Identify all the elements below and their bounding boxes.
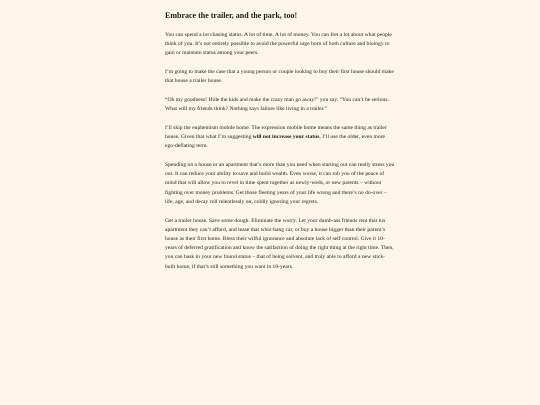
article (165, 10, 395, 281)
article-title: Embrace the trailer, and the park, too! (165, 11, 298, 20)
paragraph-terminology (165, 124, 395, 152)
paragraph-advice: Get a trailer house. Save some dough. Eliminate the worry. Let your dumb-ass friends rent that lux apartment they can’t afford, and lease that whiz-bang car, or buy a house bigger than their parent’s house as their first home. Bless their wilful ignorance and absolute lack of self control. Give it 10-years of deferred gratification and know the satifaction of doing the right thing at the right time. Then, you can bask in your new found status – that of being solvent, and truly able to afford a new stick-built home, if that’s still something you want in 10-years. (165, 217, 394, 270)
paragraph-stress: Spending on a house or an apartment that’s more than you need when starting out can really stress you out. It can reduce your ability to save and build wealth. Even worse, it can rob you of the peace of mind that will allow you to revel in time spent together as newly-weds, or new parents – without fighting over money problems. Get those fleeting years of your life wrong and there’s no do-over – life, age, and decay roll relentlessly on, coldly ignoring your regrets. (165, 162, 395, 205)
paragraph-status: You can spend a lot chasing status. A lot of time. A lot of money. You can fret a lot about what people think of you. It’s not entirely possible to avoid the powerful urge born of both culture and biology to gain or maintain status among your peers. (165, 32, 392, 57)
paragraph-terminology-before: I’ll skip the euphemism mobile home. The expression mobile home means the same thing as trailer house. Given that what I’m suggesting (165, 124, 387, 141)
paragraph-terminology-bold: will not increase your status (252, 134, 320, 141)
paragraph-terminology-after: , I’ll use the older, even more ego-deflating term. (165, 134, 386, 150)
paragraph-objection: “Oh my goodness! Hide the kids and make the crazy man go away!” you say. “You can’t be serious. What will my friends think? Nothing says failure like living in a trailer.” (165, 97, 389, 113)
paragraph-thesis: I’m going to make the case that a young person or couple looking to buy their first house should make that house a trailer house. (165, 69, 394, 85)
